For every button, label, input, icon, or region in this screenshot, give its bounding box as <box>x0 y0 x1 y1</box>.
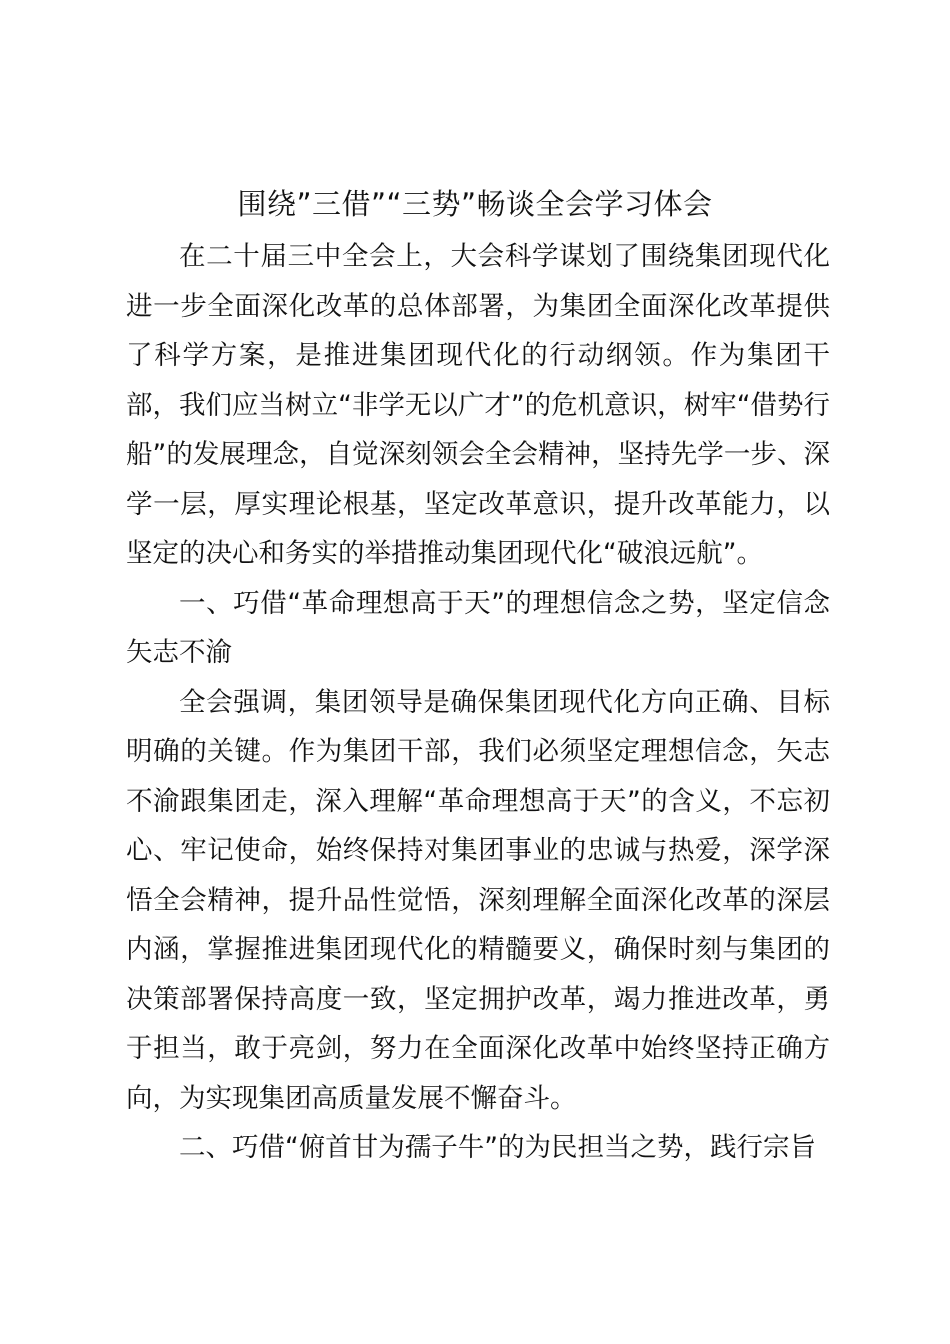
section-paragraph-1: 全会强调，集团领导是确保集团现代化方向正确、目标明确的关键。作为集团干部，我们必须坚定理想信念，矢志不渝跟集团走，深入理解“革命理想高于天”的含义，不忘初心、牢记使命，始终保持对集团事业的忠诚与热爱，深学深悟全会精神，提升品性觉悟，深刻理解全面深化改革的深层内涵，掌握推进集团现代化的精髓要义，确保时刻与集团的决策部署保持高度一致，坚定拥护改革，竭力推进改革，勇于担当，敢于亮剑，努力在全面深化改革中始终坚持正确方向，为实现集团高质量发展不懈奋斗。 <box>126 686 830 1114</box>
document-body <box>126 232 830 1173</box>
section-heading-2: 二、巧借“俯首甘为孺子牛”的为民担当之势，践行宗旨 <box>179 1132 816 1163</box>
section-heading-1: 一、巧借“革命理想高于天”的理想信念之势，坚定信念矢志不渝 <box>126 587 830 668</box>
intro-paragraph: 在二十届三中全会上，大会科学谋划了围绕集团现代化进一步全面深化改革的总体部署，为集团全面深化改革提供了科学方案，是推进集团现代化的行动纲领。作为集团干部，我们应当树立“非学无以广才”的危机意识，树牢“借势行船”的发展理念，自觉深刻领会全会精神，坚持先学一步、深学一层，厚实理论根基，坚定改革意识，提升改革能力，以坚定的决心和务实的举措推动集团现代化“破浪远航”。 <box>126 241 830 569</box>
document-title: 围绕”三借”“三势”畅谈全会学习体会 <box>237 187 713 221</box>
